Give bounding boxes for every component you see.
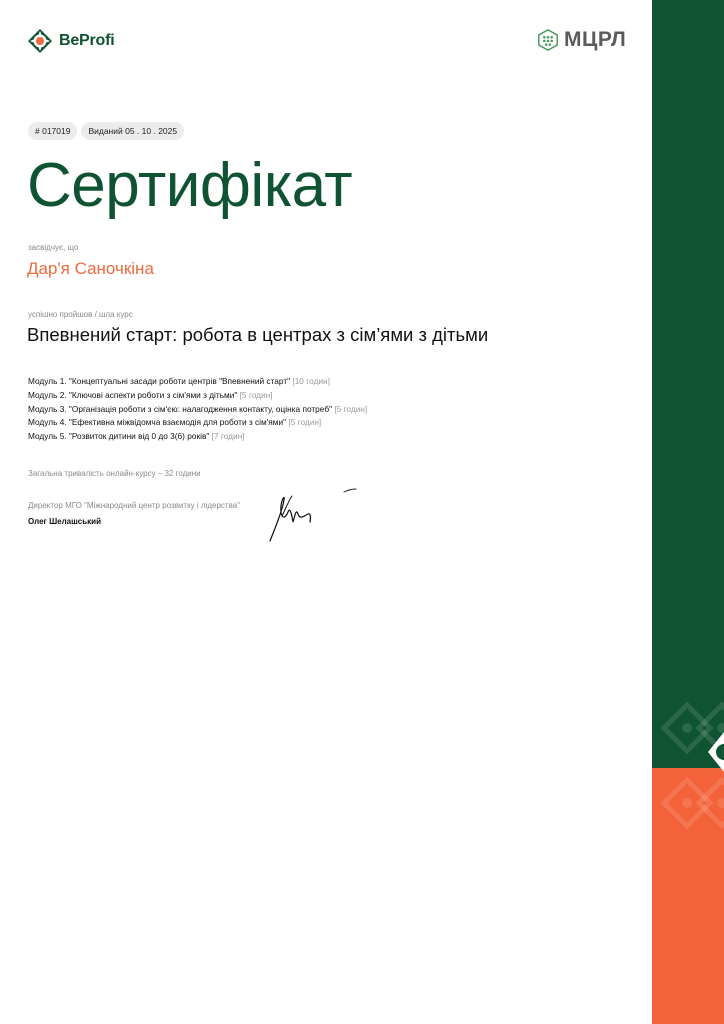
module-title: Модуль 4. "Ефективна міжвідомча взаємодія для роботи з сім'ями" bbox=[28, 417, 287, 428]
certifies-label: засвідчує, що bbox=[28, 243, 79, 252]
module-title: Модуль 5. "Розвиток дитини від 0 до 3(6) років" bbox=[28, 431, 210, 442]
beprofi-diamond-logo-icon bbox=[27, 28, 53, 54]
module-item bbox=[28, 403, 367, 417]
completed-label: успішно пройшов / шла курс bbox=[28, 310, 133, 319]
issue-date-badge: Виданий 05 . 10 . 2025 bbox=[81, 122, 184, 140]
module-title: Модуль 2. "Ключові аспекти роботи з сім'ями з дітьми" bbox=[28, 389, 238, 400]
certificate-number-badge: # 017019 bbox=[28, 122, 77, 140]
module-hours: [7 годин] bbox=[211, 431, 245, 442]
module-list bbox=[28, 375, 367, 444]
module-title: Модуль 3. "Організація роботи з сім'єю: налагодження контакту, оцінка потреб" bbox=[28, 403, 333, 414]
module-hours: [10 годин] bbox=[292, 376, 330, 386]
module-title: Модуль 1. "Концептуальні засади роботи центрів "Впевнений старт" bbox=[28, 376, 291, 386]
module-item bbox=[28, 430, 367, 444]
module-hours: [5 годин] bbox=[239, 389, 273, 400]
module-item bbox=[28, 389, 367, 403]
director-name: Олег Шелашський bbox=[28, 517, 101, 526]
beprofi-logo bbox=[27, 28, 115, 54]
module-item bbox=[28, 375, 367, 389]
course-name: Впевнений старт: робота в центрах з сім’ями з дітьми bbox=[27, 324, 489, 345]
mcrl-hexagon-logo-icon bbox=[536, 28, 560, 52]
module-item bbox=[28, 416, 367, 430]
module-hours: [5 годин] bbox=[288, 417, 322, 428]
beprofi-wordmark: BeProfi bbox=[59, 32, 115, 49]
decorative-side-stripe bbox=[652, 0, 724, 1024]
director-title: Директор МГО "Міжнародний центр розвитку і лідерства" bbox=[28, 501, 241, 510]
certificate-meta bbox=[28, 122, 184, 140]
ornament-pattern-icon bbox=[652, 0, 724, 1024]
certificate-title: Сертифікат bbox=[27, 151, 353, 220]
mcrl-wordmark: МЦРЛ bbox=[564, 28, 627, 51]
module-hours: [5 годин] bbox=[334, 403, 368, 414]
total-duration: Загальна тривалість онлайн-курсу – 32 години bbox=[28, 469, 201, 478]
mcrl-logo bbox=[536, 28, 626, 52]
director-signature bbox=[262, 486, 362, 546]
recipient-name: Дар'я Саночкіна bbox=[27, 259, 154, 278]
